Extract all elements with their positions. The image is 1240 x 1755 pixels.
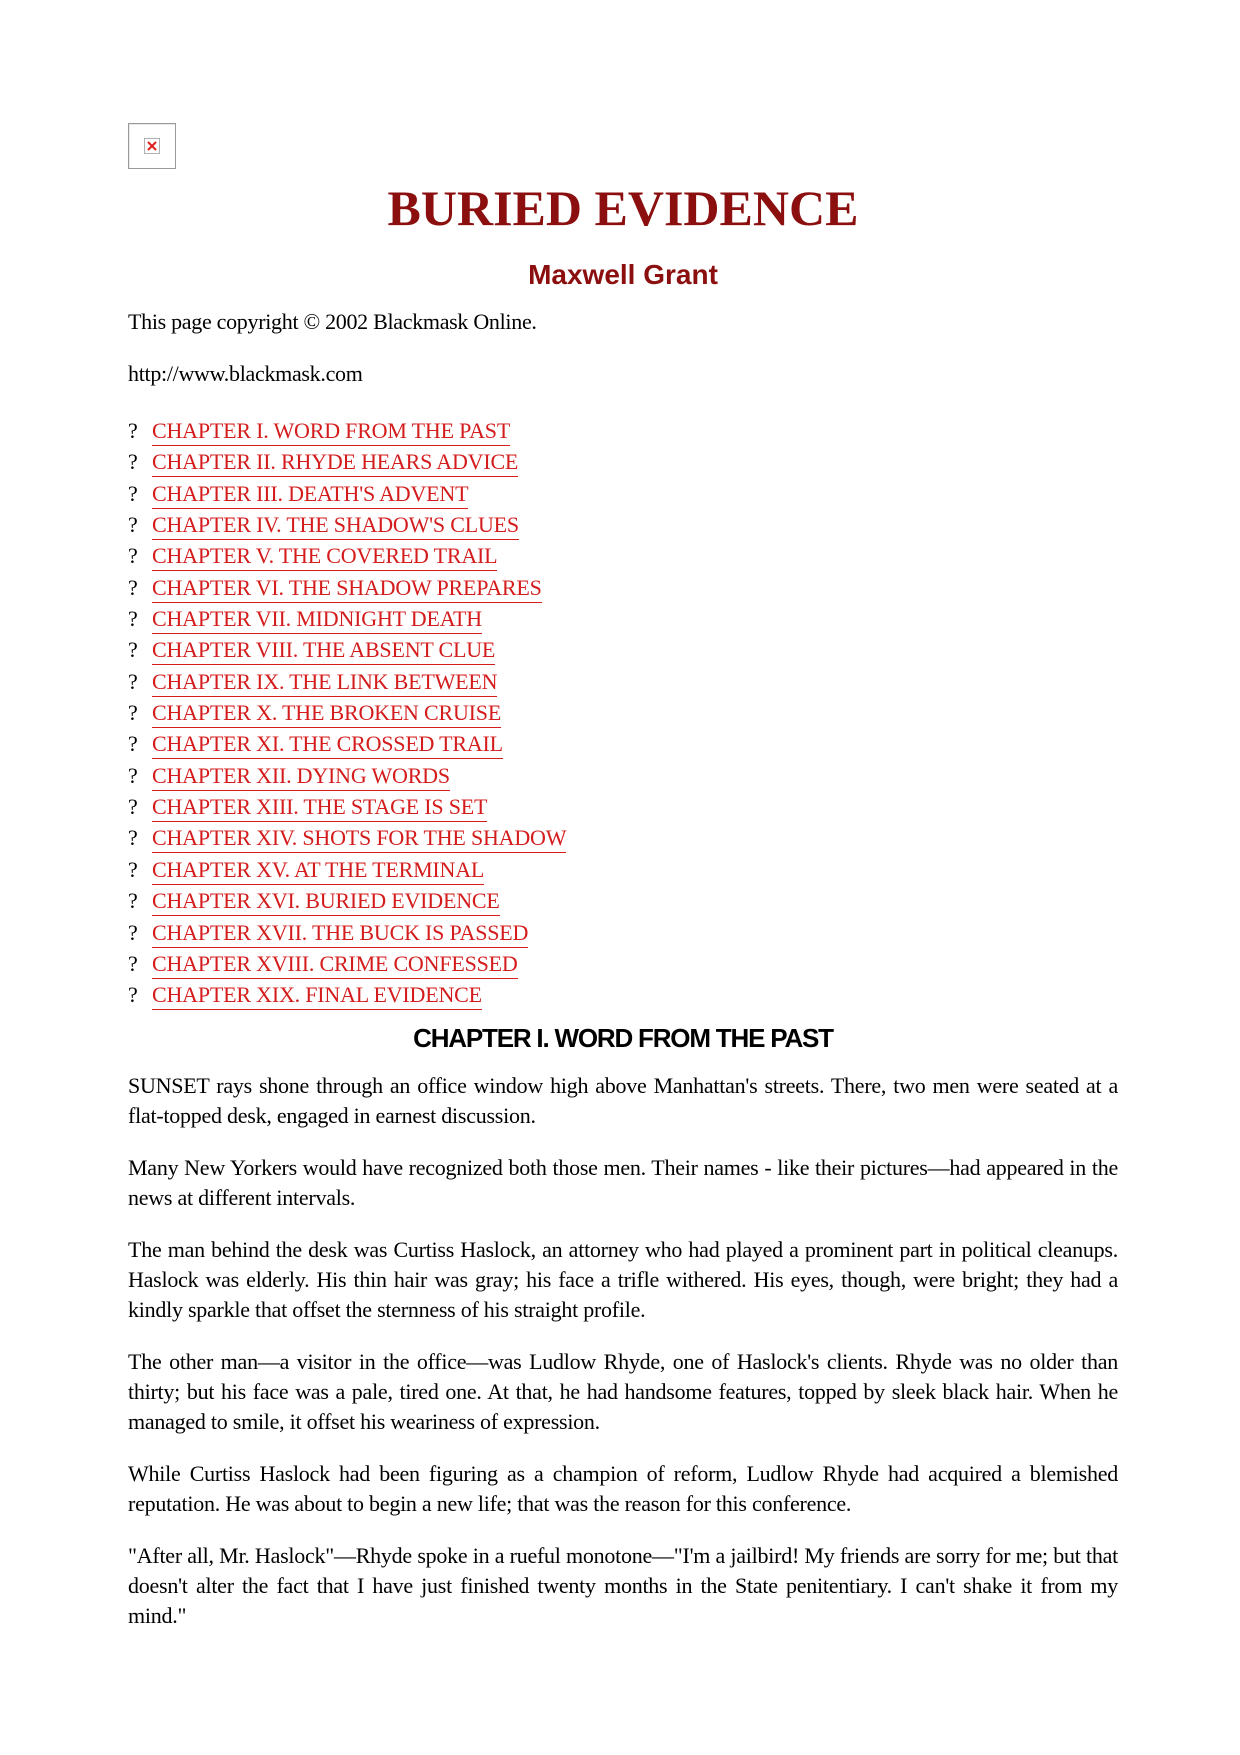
toc-item — [128, 919, 566, 950]
book-author: Maxwell Grant — [528, 259, 718, 290]
toc-item — [128, 448, 566, 479]
toc-bullet: ? — [128, 512, 138, 538]
paragraph: While Curtiss Haslock had been figuring as a champion of reform, Ludlow Rhyde had acquired a blemished reputation. He was about to begin a new life; that was the reason for this conference. — [128, 1461, 1118, 1516]
paragraph: Many New Yorkers would have recognized both those men. Their names - like their pictures—had appeared in the news at different intervals. — [128, 1155, 1118, 1210]
toc-chapter-link[interactable]: CHAPTER VIII. THE ABSENT CLUE — [152, 636, 495, 665]
toc-chapter-link[interactable]: CHAPTER VI. THE SHADOW PREPARES — [152, 574, 542, 603]
toc-item — [128, 950, 566, 981]
paragraph: "After all, Mr. Haslock"—Rhyde spoke in a rueful monotone—"I'm a jailbird! My friends are sorry for me; but that doesn't alter the fact that I have just finished twenty months in the State penitentiary. I can't shake it from my mind." — [128, 1543, 1118, 1628]
toc-bullet: ? — [128, 418, 138, 443]
toc-chapter-link[interactable]: CHAPTER X. THE BROKEN CRUISE — [152, 699, 501, 728]
toc-chapter-link[interactable]: CHAPTER II. RHYDE HEARS ADVICE — [152, 448, 518, 477]
paragraph: The other man—a visitor in the office—was Ludlow Rhyde, one of Haslock's clients. Rhyde was no older than thirty; but his face was a pale, tired one. At that, he had handsome features, topped by sleek black hair. When he managed to smile, it offset his weariness of expression. — [128, 1349, 1118, 1434]
toc-item — [128, 981, 566, 1012]
toc-item — [128, 480, 566, 511]
toc-bullet: ? — [128, 888, 138, 914]
toc-item — [128, 636, 566, 667]
chapter-heading: CHAPTER I. WORD FROM THE PAST — [413, 1023, 833, 1053]
toc-bullet: ? — [128, 449, 138, 475]
chapter-body — [128, 1071, 1118, 1653]
toc-bullet: ? — [128, 825, 138, 851]
paragraph: The man behind the desk was Curtiss Haslock, an attorney who had played a prominent part in political cleanups. Haslock was elderly. His thin hair was gray; his face a trifle withered. His eyes, though, were bright; they had a kindly sparkle that offset the sternness of his straight profile. — [128, 1237, 1118, 1322]
toc-bullet: ? — [128, 731, 138, 757]
toc-bullet: ? — [128, 794, 138, 820]
toc-item — [128, 793, 566, 824]
toc-item — [128, 856, 566, 887]
toc-bullet: ? — [128, 668, 138, 694]
toc-bullet: ? — [128, 919, 138, 945]
toc-bullet: ? — [128, 606, 138, 632]
toc-chapter-link[interactable]: CHAPTER XIX. FINAL EVIDENCE — [152, 981, 482, 1010]
paragraph: SUNSET rays shone through an office window high above Manhattan's streets. There, two men were seated at a flat-topped desk, engaged in earnest discussion. — [128, 1073, 1118, 1128]
toc-item — [128, 542, 566, 573]
broken-image-icon — [128, 123, 176, 169]
toc-bullet: ? — [128, 762, 138, 788]
toc-item — [128, 730, 566, 761]
toc-chapter-link[interactable]: CHAPTER IV. THE SHADOW'S CLUES — [152, 511, 519, 540]
toc-chapter-link[interactable]: CHAPTER I. WORD FROM THE PAST — [152, 417, 510, 446]
toc-bullet: ? — [128, 950, 138, 976]
book-title: BURIED EVIDENCE — [387, 180, 859, 236]
toc-item — [128, 824, 566, 855]
table-of-contents — [128, 417, 566, 1013]
toc-item — [128, 668, 566, 699]
toc-item — [128, 699, 566, 730]
source-url: http://www.blackmask.com — [128, 361, 363, 386]
toc-chapter-link[interactable]: CHAPTER XI. THE CROSSED TRAIL — [152, 730, 503, 759]
toc-item — [128, 762, 566, 793]
toc-bullet: ? — [128, 574, 138, 600]
toc-bullet: ? — [128, 856, 138, 882]
toc-bullet: ? — [128, 543, 138, 569]
toc-chapter-link[interactable]: CHAPTER III. DEATH'S ADVENT — [152, 480, 468, 509]
toc-item — [128, 417, 566, 448]
toc-chapter-link[interactable]: CHAPTER XVII. THE BUCK IS PASSED — [152, 919, 528, 948]
toc-item — [128, 887, 566, 918]
toc-item — [128, 511, 566, 542]
toc-bullet: ? — [128, 982, 138, 1008]
toc-item — [128, 605, 566, 636]
toc-chapter-link[interactable]: CHAPTER XIV. SHOTS FOR THE SHADOW — [152, 824, 566, 853]
toc-chapter-link[interactable]: CHAPTER XVI. BURIED EVIDENCE — [152, 887, 500, 916]
toc-chapter-link[interactable]: CHAPTER XVIII. CRIME CONFESSED — [152, 950, 518, 979]
toc-chapter-link[interactable]: CHAPTER XIII. THE STAGE IS SET — [152, 793, 487, 822]
toc-chapter-link[interactable]: CHAPTER XII. DYING WORDS — [152, 762, 450, 791]
toc-bullet: ? — [128, 700, 138, 726]
toc-bullet: ? — [128, 637, 138, 663]
copyright-notice: This page copyright © 2002 Blackmask Online. — [128, 309, 537, 334]
toc-chapter-link[interactable]: CHAPTER V. THE COVERED TRAIL — [152, 542, 497, 571]
toc-bullet: ? — [128, 480, 138, 506]
toc-chapter-link[interactable]: CHAPTER XV. AT THE TERMINAL — [152, 856, 484, 885]
toc-chapter-link[interactable]: CHAPTER IX. THE LINK BETWEEN — [152, 668, 497, 697]
toc-chapter-link[interactable]: CHAPTER VII. MIDNIGHT DEATH — [152, 605, 482, 634]
toc-item — [128, 574, 566, 605]
